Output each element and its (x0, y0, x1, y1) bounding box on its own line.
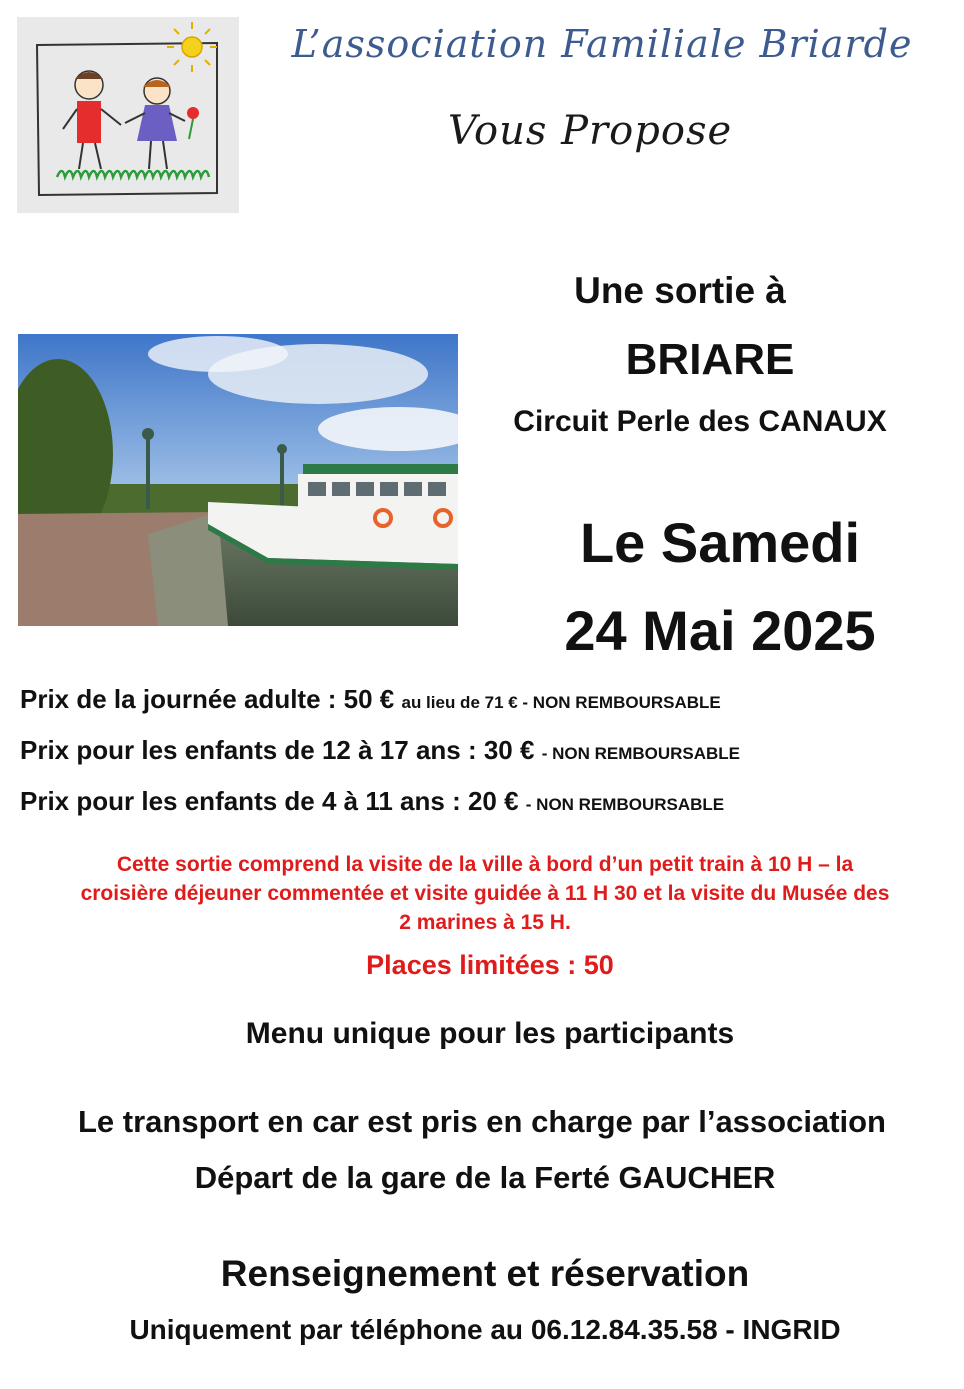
menu-note: Menu unique pour les participants (245, 1017, 735, 1050)
canal-boat-image-icon (18, 334, 458, 626)
contact-heading: Renseignement et réservation (220, 1253, 750, 1294)
association-logo (17, 17, 239, 213)
family-children-logo-icon (17, 17, 239, 213)
price-teen (20, 735, 940, 766)
transport-note: Le transport en car est pris en charge par l’association (78, 1104, 886, 1139)
program-line: croisière déjeuner commentée et visite guidée à 11 H 30 et la visite du Musée des (80, 882, 890, 905)
event-day: Le Samedi (579, 511, 861, 574)
program-description (20, 850, 950, 937)
event-date: 24 Mai 2025 (564, 599, 876, 662)
outing-intro: Une sortie à (574, 270, 786, 311)
price-adult (20, 684, 940, 715)
program-line: 2 marines à 15 H. (399, 911, 571, 934)
departure-note: Départ de la gare de la Ferté GAUCHER (194, 1160, 776, 1195)
price-note: - NON REMBOURSABLE (541, 744, 741, 763)
organization-title: L’association Familiale Briarde (291, 22, 913, 66)
price-note: - NON REMBOURSABLE (525, 795, 725, 814)
price-child (20, 786, 940, 817)
price-note: au lieu de 71 € - NON REMBOURSABLE (401, 693, 721, 712)
limited-places: Places limitées : 50 (366, 950, 614, 980)
circuit-name: Circuit Perle des CANAUX (513, 405, 887, 438)
canal-boat-photo (18, 334, 458, 626)
program-line: Cette sortie comprend la visite de la ville à bord d’un petit train à 10 H – la (116, 853, 854, 876)
contact-phone: Uniquement par téléphone au 06.12.84.35.58 - INGRID (129, 1314, 841, 1345)
price-label: Prix pour les enfants de 12 à 17 ans : 30 € (20, 735, 535, 765)
price-label: Prix pour les enfants de 4 à 11 ans : 20 € (20, 786, 519, 816)
proposal-heading: Vous Propose (447, 108, 733, 154)
price-label: Prix de la journée adulte : 50 € (20, 684, 395, 714)
destination-name: BRIARE (625, 335, 795, 384)
